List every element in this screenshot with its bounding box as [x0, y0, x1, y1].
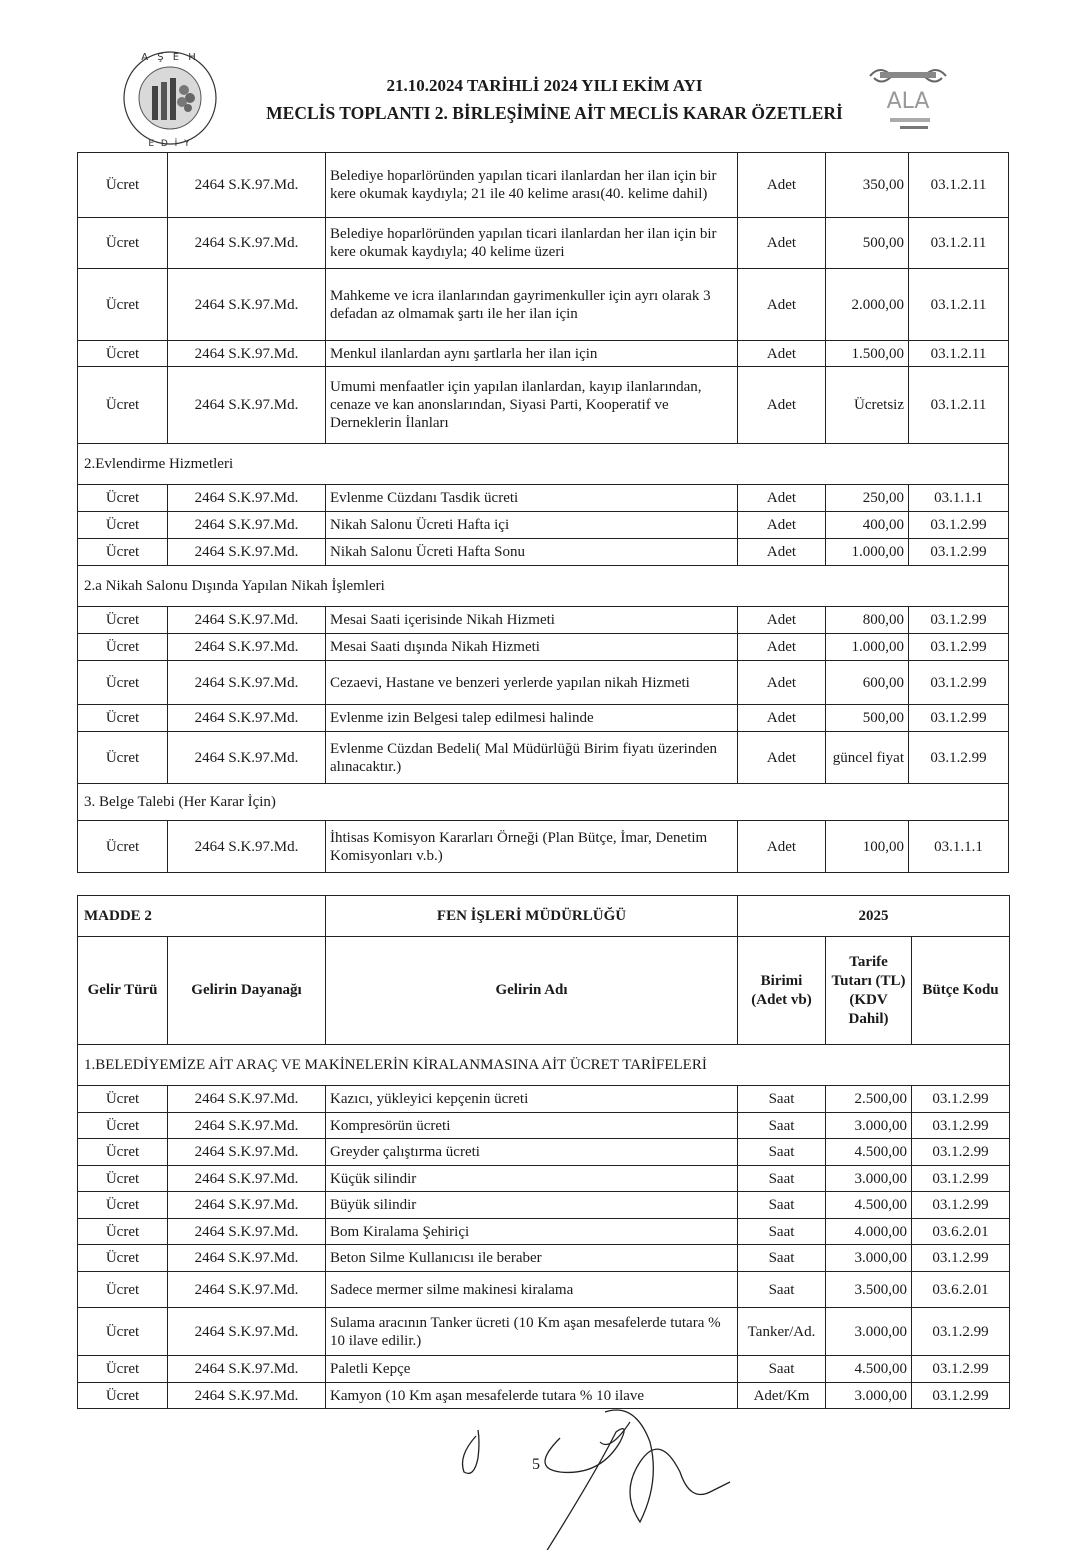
table-row — [78, 269, 1009, 341]
cell-unit: Adet — [738, 821, 826, 873]
cell-name: Umumi menfaatler için yapılan ilanlardan, kayıp ilanlarından, cenaze ve kan anonslarından, Siyasi Parti, Kooperatif ve Derneklerin İlanları — [326, 367, 738, 444]
table-row — [78, 512, 1009, 539]
table-row — [78, 1219, 1010, 1245]
cell-unit: Adet — [738, 367, 826, 444]
cell-type: Ücret — [78, 634, 168, 661]
section-title: 1.BELEDİYEMİZE AİT ARAÇ VE MAKİNELERİN KİRALANMASINA AİT ÜCRET TARİFELERİ — [78, 1045, 1010, 1086]
cell-name: Mahkeme ve icra ilanlarından gayrimenkuller için ayrı olarak 3 defadan az olmamak şartı ile her ilan için — [326, 269, 738, 341]
cell-unit: Saat — [738, 1219, 826, 1245]
ala-text: ALA — [886, 89, 930, 114]
cell-amount: 3.000,00 — [826, 1308, 912, 1356]
page-title-line2: MECLİS TOPLANTI 2. BİRLEŞİMİNE AİT MECLİS KARAR ÖZETLERİ — [266, 103, 843, 123]
cell-unit: Tanker/Ad. — [738, 1308, 826, 1356]
table-row — [78, 705, 1009, 732]
cell-code: 03.1.2.99 — [912, 1166, 1010, 1192]
cell-basis: 2464 S.K.97.Md. — [168, 218, 326, 269]
cell-unit: Adet — [738, 634, 826, 661]
cell-name: Mesai Saati dışında Nikah Hizmeti — [326, 634, 738, 661]
table-row — [78, 634, 1009, 661]
svg-text:E D İ Y: E D İ Y — [148, 139, 192, 149]
cell-basis: 2464 S.K.97.Md. — [168, 269, 326, 341]
table-row — [78, 821, 1009, 873]
cell-name: Belediye hoparlöründen yapılan ticari ilanlardan her ilan için bir kere okumak kaydıyla; 40 kelime üzeri — [326, 218, 738, 269]
cell-type: Ücret — [78, 1356, 168, 1383]
cell-basis: 2464 S.K.97.Md. — [168, 153, 326, 218]
cell-code: 03.1.2.99 — [909, 607, 1009, 634]
cell-amount: 4.500,00 — [826, 1356, 912, 1383]
fen-isleri-fee-table — [77, 895, 1010, 1409]
cell-amount: 500,00 — [826, 218, 909, 269]
cell-amount: 350,00 — [826, 153, 909, 218]
cell-unit: Adet — [738, 218, 826, 269]
cell-unit: Saat — [738, 1192, 826, 1219]
table-row — [78, 1356, 1010, 1383]
cell-code: 03.1.2.99 — [912, 1383, 1010, 1409]
cell-amount: 400,00 — [826, 512, 909, 539]
cell-code: 03.1.2.99 — [912, 1113, 1010, 1139]
cell-amount: 2.500,00 — [826, 1086, 912, 1113]
cell-basis: 2464 S.K.97.Md. — [168, 1219, 326, 1245]
section-title: 2.Evlendirme Hizmetleri — [78, 444, 1009, 485]
cell-basis: 2464 S.K.97.Md. — [168, 1192, 326, 1219]
table-row — [78, 1086, 1010, 1113]
section-row — [78, 566, 1009, 607]
cell-name: Kamyon (10 Km aşan mesafelerde tutara % 10 ilave — [326, 1383, 738, 1409]
cell-basis: 2464 S.K.97.Md. — [168, 1166, 326, 1192]
cell-basis: 2464 S.K.97.Md. — [168, 1272, 326, 1308]
table-row — [78, 1245, 1010, 1272]
cell-type: Ücret — [78, 1166, 168, 1192]
cell-code: 03.1.2.99 — [909, 661, 1009, 705]
cell-unit: Adet — [738, 341, 826, 367]
cell-code: 03.1.2.99 — [912, 1139, 1010, 1166]
cell-amount: 3.000,00 — [826, 1166, 912, 1192]
cell-unit: Adet — [738, 539, 826, 566]
column-header-type: Gelir Türü — [78, 937, 168, 1045]
cell-name: Cezaevi, Hastane ve benzeri yerlerde yapılan nikah Hizmeti — [326, 661, 738, 705]
cell-amount: 3.500,00 — [826, 1272, 912, 1308]
table-header-row — [78, 937, 1010, 1045]
cell-amount: 100,00 — [826, 821, 909, 873]
cell-name: Menkul ilanlardan aynı şartlarla her ilan için — [326, 341, 738, 367]
cell-name: İhtisas Komisyon Kararları Örneği (Plan Bütçe, İmar, Denetim Komisyonları v.b.) — [326, 821, 738, 873]
cell-type: Ücret — [78, 218, 168, 269]
cell-basis: 2464 S.K.97.Md. — [168, 821, 326, 873]
cell-type: Ücret — [78, 539, 168, 566]
table-row — [78, 341, 1009, 367]
cell-code: 03.1.2.11 — [909, 218, 1009, 269]
cell-amount: 4.000,00 — [826, 1219, 912, 1245]
cell-unit: Saat — [738, 1272, 826, 1308]
fee-table-continued — [77, 152, 1009, 873]
cell-unit: Adet — [738, 485, 826, 512]
cell-type: Ücret — [78, 1086, 168, 1113]
table-title-row — [78, 896, 1010, 937]
cell-code: 03.1.2.11 — [909, 153, 1009, 218]
cell-code: 03.1.2.99 — [909, 732, 1009, 784]
cell-name: Kazıcı, yükleyici kepçenin ücreti — [326, 1086, 738, 1113]
cell-name: Evlenme Cüzdanı Tasdik ücreti — [326, 485, 738, 512]
cell-amount: 800,00 — [826, 607, 909, 634]
cell-code: 03.1.2.11 — [909, 341, 1009, 367]
cell-code: 03.1.2.99 — [912, 1356, 1010, 1383]
cell-amount: 3.000,00 — [826, 1113, 912, 1139]
cell-amount: 3.000,00 — [826, 1383, 912, 1409]
table-row — [78, 607, 1009, 634]
cell-type: Ücret — [78, 1219, 168, 1245]
cell-type: Ücret — [78, 821, 168, 873]
cell-unit: Adet — [738, 512, 826, 539]
cell-type: Ücret — [78, 341, 168, 367]
madde-label: MADDE 2 — [78, 896, 326, 937]
cell-code: 03.1.2.99 — [909, 539, 1009, 566]
cell-name: Evlenme Cüzdan Bedeli( Mal Müdürlüğü Birim fiyatı üzerinden alınacaktır.) — [326, 732, 738, 784]
table-row — [78, 1192, 1010, 1219]
cell-amount: 2.000,00 — [826, 269, 909, 341]
cell-amount: 250,00 — [826, 485, 909, 512]
cell-basis: 2464 S.K.97.Md. — [168, 512, 326, 539]
cell-type: Ücret — [78, 1308, 168, 1356]
cell-amount: Ücretsiz — [826, 367, 909, 444]
cell-unit: Adet — [738, 607, 826, 634]
cell-basis: 2464 S.K.97.Md. — [168, 705, 326, 732]
table-row — [78, 485, 1009, 512]
cell-unit: Adet — [738, 705, 826, 732]
cell-name: Belediye hoparlöründen yapılan ticari ilanlardan her ilan için bir kere okumak kaydıyla; 21 ile 40 kelime arası(40. kelime dahil) — [326, 153, 738, 218]
page-title-line1: 21.10.2024 TARİHLİ 2024 YILI EKİM AYI — [386, 76, 703, 95]
section-title: 2.a Nikah Salonu Dışında Yapılan Nikah İşlemleri — [78, 566, 1009, 607]
cell-basis: 2464 S.K.97.Md. — [168, 341, 326, 367]
cell-type: Ücret — [78, 512, 168, 539]
cell-basis: 2464 S.K.97.Md. — [168, 607, 326, 634]
cell-type: Ücret — [78, 607, 168, 634]
cell-unit: Adet — [738, 153, 826, 218]
table-row — [78, 1308, 1010, 1356]
cell-basis: 2464 S.K.97.Md. — [168, 1139, 326, 1166]
cell-name: Mesai Saati içerisinde Nikah Hizmeti — [326, 607, 738, 634]
cell-amount: 4.500,00 — [826, 1139, 912, 1166]
handwritten-signature — [440, 1400, 780, 1550]
column-header-unit: Birimi (Adet vb) — [738, 937, 826, 1045]
table-row — [78, 218, 1009, 269]
cell-basis: 2464 S.K.97.Md. — [168, 539, 326, 566]
table-row — [78, 539, 1009, 566]
cell-code: 03.1.2.99 — [912, 1192, 1010, 1219]
cell-code: 03.1.1.1 — [909, 485, 1009, 512]
cell-amount: 1.500,00 — [826, 341, 909, 367]
cell-basis: 2464 S.K.97.Md. — [168, 367, 326, 444]
cell-amount: güncel fiyat — [826, 732, 909, 784]
cell-basis: 2464 S.K.97.Md. — [168, 1383, 326, 1409]
cell-name: Büyük silindir — [326, 1192, 738, 1219]
cell-code: 03.6.2.01 — [912, 1272, 1010, 1308]
column-header-basis: Gelirin Dayanağı — [168, 937, 326, 1045]
column-header-amount: Tarife Tutarı (TL) (KDV Dahil) — [826, 937, 912, 1045]
cell-name: Greyder çalıştırma ücreti — [326, 1139, 738, 1166]
section-row — [78, 1045, 1010, 1086]
cell-basis: 2464 S.K.97.Md. — [168, 661, 326, 705]
cell-name: Sulama aracının Tanker ücreti (10 Km aşan mesafelerde tutara % 10 ilave edilir.) — [326, 1308, 738, 1356]
cell-code: 03.6.2.01 — [912, 1219, 1010, 1245]
cell-unit: Adet — [738, 732, 826, 784]
cell-type: Ücret — [78, 1272, 168, 1308]
table-row — [78, 1139, 1010, 1166]
cell-unit: Saat — [738, 1139, 826, 1166]
cell-basis: 2464 S.K.97.Md. — [168, 1086, 326, 1113]
cell-code: 03.1.1.1 — [909, 821, 1009, 873]
section-title: 3. Belge Talebi (Her Karar İçin) — [78, 784, 1009, 821]
cell-type: Ücret — [78, 661, 168, 705]
svg-text:A Ş E H: A Ş E H — [141, 52, 199, 63]
section-row — [78, 784, 1009, 821]
cell-code: 03.1.2.11 — [909, 367, 1009, 444]
cell-type: Ücret — [78, 705, 168, 732]
table-row — [78, 367, 1009, 444]
cell-amount: 500,00 — [826, 705, 909, 732]
cell-code: 03.1.2.99 — [912, 1086, 1010, 1113]
cell-amount: 1.000,00 — [826, 539, 909, 566]
cell-amount: 4.500,00 — [826, 1192, 912, 1219]
cell-name: Nikah Salonu Ücreti Hafta içi — [326, 512, 738, 539]
table-row — [78, 661, 1009, 705]
cell-unit: Adet — [738, 661, 826, 705]
cell-amount: 3.000,00 — [826, 1245, 912, 1272]
cell-unit: Saat — [738, 1166, 826, 1192]
cell-code: 03.1.2.99 — [912, 1245, 1010, 1272]
cell-name: Beton Silme Kullanıcısı ile beraber — [326, 1245, 738, 1272]
cell-amount: 1.000,00 — [826, 634, 909, 661]
page-number: 5 — [532, 1456, 540, 1473]
cell-type: Ücret — [78, 1192, 168, 1219]
cell-name: Küçük silindir — [326, 1166, 738, 1192]
page-header — [0, 0, 1089, 150]
cell-basis: 2464 S.K.97.Md. — [168, 732, 326, 784]
cell-name: Paletli Kepçe — [326, 1356, 738, 1383]
cell-type: Ücret — [78, 1139, 168, 1166]
cell-type: Ücret — [78, 269, 168, 341]
column-header-code: Bütçe Kodu — [912, 937, 1010, 1045]
cell-type: Ücret — [78, 485, 168, 512]
cell-unit: Saat — [738, 1356, 826, 1383]
cell-unit: Saat — [738, 1113, 826, 1139]
cell-code: 03.1.2.99 — [909, 512, 1009, 539]
cell-unit: Adet — [738, 269, 826, 341]
cell-type: Ücret — [78, 1383, 168, 1409]
table-row — [78, 1166, 1010, 1192]
cell-unit: Adet/Km — [738, 1383, 826, 1409]
cell-basis: 2464 S.K.97.Md. — [168, 1245, 326, 1272]
cell-type: Ücret — [78, 367, 168, 444]
cell-basis: 2464 S.K.97.Md. — [168, 485, 326, 512]
table-row — [78, 1113, 1010, 1139]
cell-type: Ücret — [78, 1113, 168, 1139]
column-header-name: Gelirin Adı — [326, 937, 738, 1045]
cell-name: Evlenme izin Belgesi talep edilmesi halinde — [326, 705, 738, 732]
cell-code: 03.1.2.11 — [909, 269, 1009, 341]
municipality-seal-logo — [108, 46, 238, 150]
cell-basis: 2464 S.K.97.Md. — [168, 1356, 326, 1383]
cell-basis: 2464 S.K.97.Md. — [168, 1308, 326, 1356]
cell-type: Ücret — [78, 732, 168, 784]
table-row — [78, 1272, 1010, 1308]
cell-basis: 2464 S.K.97.Md. — [168, 634, 326, 661]
cell-code: 03.1.2.99 — [909, 705, 1009, 732]
cell-type: Ücret — [78, 1245, 168, 1272]
cell-name: Bom Kiralama Şehiriçi — [326, 1219, 738, 1245]
cell-type: Ücret — [78, 153, 168, 218]
cell-name: Kompresörün ücreti — [326, 1113, 738, 1139]
cell-unit: Saat — [738, 1086, 826, 1113]
table-row — [78, 153, 1009, 218]
cell-name: Nikah Salonu Ücreti Hafta Sonu — [326, 539, 738, 566]
cell-amount: 600,00 — [826, 661, 909, 705]
year-label: 2025 — [738, 896, 1010, 937]
table-row — [78, 732, 1009, 784]
cell-basis: 2464 S.K.97.Md. — [168, 1113, 326, 1139]
cell-code: 03.1.2.99 — [912, 1308, 1010, 1356]
cell-code: 03.1.2.99 — [909, 634, 1009, 661]
cell-name: Sadece mermer silme makinesi kiralama — [326, 1272, 738, 1308]
cell-unit: Saat — [738, 1245, 826, 1272]
section-row — [78, 444, 1009, 485]
department-title: FEN İŞLERİ MÜDÜRLÜĞÜ — [326, 896, 738, 937]
